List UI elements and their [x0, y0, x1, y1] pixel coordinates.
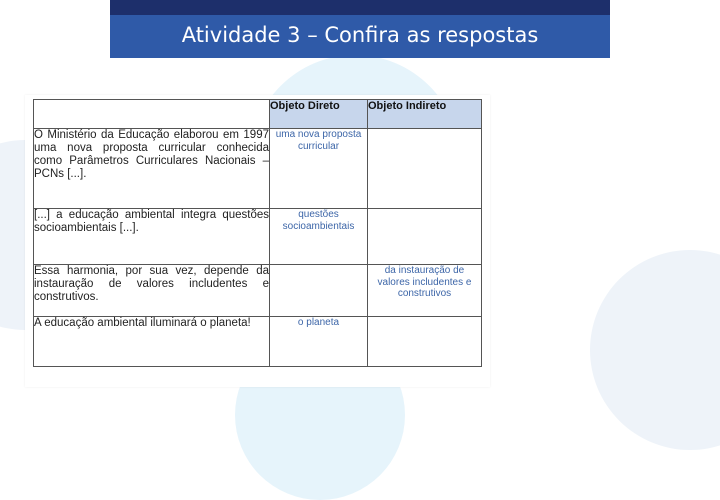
objeto-indireto-cell	[368, 129, 482, 209]
objeto-direto-cell: questões socioambientais	[270, 209, 368, 265]
title-bar	[110, 0, 610, 58]
sentence-cell: A educação ambiental iluminará o planeta!	[34, 317, 270, 367]
sentence-cell: [...] a educação ambiental integra questões socioambientais [...].	[34, 209, 270, 265]
header-objeto-indireto: Objeto Indireto	[368, 100, 482, 129]
sentence-cell: Essa harmonia, por sua vez, depende da instauração de valores includentes e construtivos.	[34, 265, 270, 317]
objeto-direto-cell: o planeta	[270, 317, 368, 367]
objeto-direto-cell	[270, 265, 368, 317]
table-row	[34, 317, 482, 367]
empty-header-cell	[34, 100, 270, 129]
answers-table	[33, 99, 482, 367]
objeto-indireto-cell	[368, 209, 482, 265]
objeto-indireto-cell	[368, 317, 482, 367]
header-objeto-direto: Objeto Direto	[270, 100, 368, 129]
slide-title: Atividade 3 – Confira as respostas	[181, 23, 539, 47]
objeto-direto-cell: uma nova proposta curricular	[270, 129, 368, 209]
table-row	[34, 265, 482, 317]
table-row	[34, 129, 482, 209]
title-top-strip	[110, 0, 610, 15]
table-header-row	[34, 100, 482, 129]
table-row	[34, 209, 482, 265]
sentence-cell: O Ministério da Educação elaborou em 1997 uma nova proposta curricular conhecida como Parâmetros Curriculares Nacionais – PCNs [...].	[34, 129, 270, 209]
background-circle	[590, 250, 720, 450]
answer-document	[25, 95, 490, 387]
objeto-indireto-cell: da instauração de valores includentes e construtivos	[368, 265, 482, 317]
